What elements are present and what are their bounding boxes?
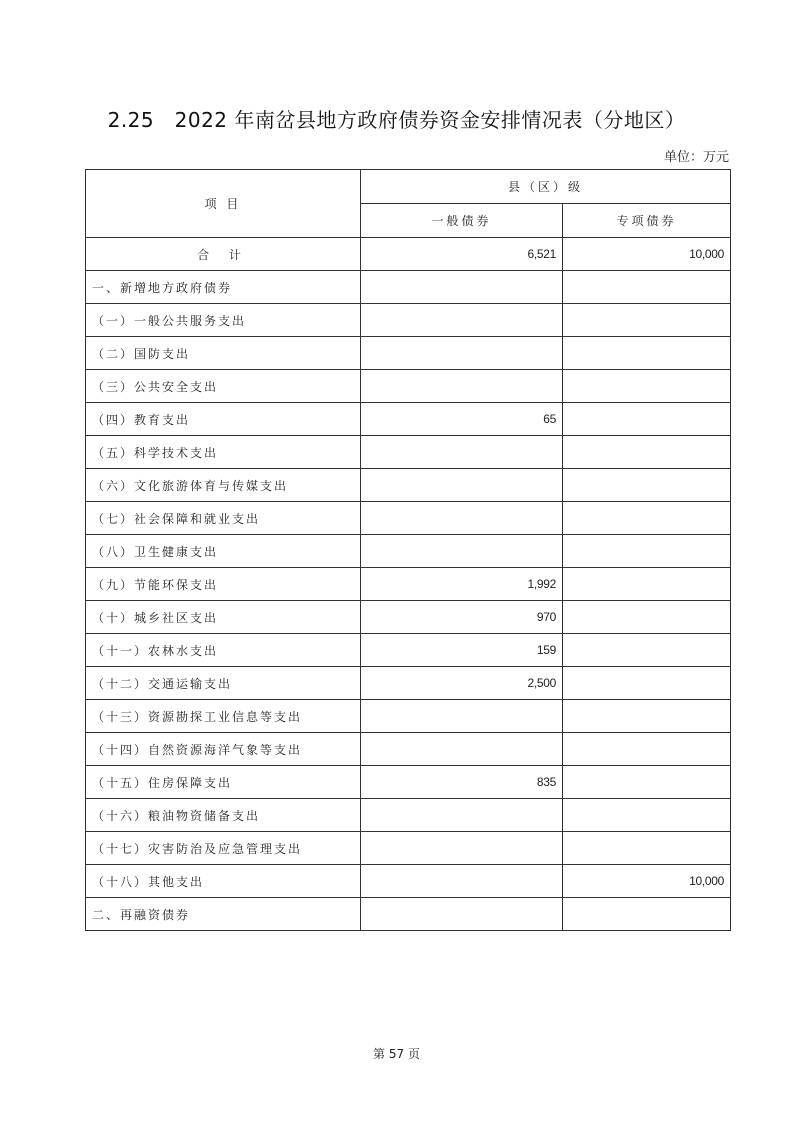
row-general-value: 970	[361, 601, 563, 634]
row-special-value	[563, 304, 731, 337]
table-row	[86, 568, 731, 601]
row-label: 一、新增地方政府债券	[86, 271, 361, 304]
row-general-value: 2,500	[361, 667, 563, 700]
row-label: （九）节能环保支出	[86, 568, 361, 601]
table-row	[86, 271, 731, 304]
table-row	[86, 667, 731, 700]
table-row	[86, 337, 731, 370]
row-special-value	[563, 535, 731, 568]
table-row	[86, 469, 731, 502]
table-row	[86, 832, 731, 865]
row-special-value	[563, 766, 731, 799]
table-row	[86, 502, 731, 535]
page-number: 第 57 页	[373, 1047, 420, 1061]
header-item: 项 目	[86, 170, 361, 238]
row-label: （七）社会保障和就业支出	[86, 502, 361, 535]
row-general-value	[361, 304, 563, 337]
row-general-value	[361, 733, 563, 766]
bond-allocation-table	[85, 169, 731, 931]
row-special-value	[563, 436, 731, 469]
total-label: 合 计	[86, 238, 361, 271]
row-general-value	[361, 535, 563, 568]
row-label: （十三）资源勘探工业信息等支出	[86, 700, 361, 733]
row-label: （十）城乡社区支出	[86, 601, 361, 634]
row-label: （三）公共安全支出	[86, 370, 361, 403]
row-special-value	[563, 469, 731, 502]
row-general-value	[361, 832, 563, 865]
row-special-value	[563, 667, 731, 700]
row-general-value: 65	[361, 403, 563, 436]
row-general-value	[361, 700, 563, 733]
row-general-value	[361, 370, 563, 403]
row-general-value	[361, 898, 563, 931]
row-special-value	[563, 601, 731, 634]
row-special-value	[563, 733, 731, 766]
row-general-value	[361, 865, 563, 898]
row-general-value: 1,992	[361, 568, 563, 601]
row-general-value: 159	[361, 634, 563, 667]
table-row	[86, 304, 731, 337]
row-general-value	[361, 271, 563, 304]
table-row	[86, 865, 731, 898]
row-special-value	[563, 832, 731, 865]
row-label: （六）文化旅游体育与传媒支出	[86, 469, 361, 502]
row-general-value: 835	[361, 766, 563, 799]
table-row	[86, 403, 731, 436]
row-general-value	[361, 502, 563, 535]
row-label: （十四）自然资源海洋气象等支出	[86, 733, 361, 766]
row-label: （十七）灾害防治及应急管理支出	[86, 832, 361, 865]
row-label: （十二）交通运输支出	[86, 667, 361, 700]
table-row	[86, 436, 731, 469]
row-special-value	[563, 634, 731, 667]
table-row	[86, 634, 731, 667]
row-label: （十五）住房保障支出	[86, 766, 361, 799]
total-special: 10,000	[563, 238, 731, 271]
table-row	[86, 700, 731, 733]
row-special-value	[563, 700, 731, 733]
row-general-value	[361, 469, 563, 502]
row-general-value	[361, 337, 563, 370]
header-general: 一般债券	[361, 204, 563, 238]
row-label: （一）一般公共服务支出	[86, 304, 361, 337]
table-row	[86, 733, 731, 766]
page-title: 2.25 2022 年南岔县地方政府债券资金安排情况表（分地区）	[107, 108, 686, 132]
table-body	[86, 271, 731, 931]
row-general-value	[361, 799, 563, 832]
row-label: （十六）粮油物资储备支出	[86, 799, 361, 832]
row-label: （二）国防支出	[86, 337, 361, 370]
total-general: 6,521	[361, 238, 563, 271]
row-label: （十八）其他支出	[86, 865, 361, 898]
row-special-value	[563, 898, 731, 931]
row-label: （五）科学技术支出	[86, 436, 361, 469]
table-row	[86, 535, 731, 568]
row-special-value	[563, 403, 731, 436]
table-row	[86, 799, 731, 832]
header-special: 专项债券	[563, 204, 731, 238]
unit-label: 单位：万元	[663, 150, 729, 165]
row-special-value: 10,000	[563, 865, 731, 898]
row-label: （十一）农林水支出	[86, 634, 361, 667]
row-special-value	[563, 271, 731, 304]
row-special-value	[563, 337, 731, 370]
row-special-value	[563, 568, 731, 601]
row-special-value	[563, 370, 731, 403]
row-general-value	[361, 436, 563, 469]
row-label: （四）教育支出	[86, 403, 361, 436]
table-row	[86, 601, 731, 634]
row-label: （八）卫生健康支出	[86, 535, 361, 568]
table-row	[86, 766, 731, 799]
row-special-value	[563, 799, 731, 832]
row-label: 二、再融资债券	[86, 898, 361, 931]
header-group: 县（区）级	[361, 170, 731, 204]
row-special-value	[563, 502, 731, 535]
table-row	[86, 898, 731, 931]
table-row	[86, 370, 731, 403]
